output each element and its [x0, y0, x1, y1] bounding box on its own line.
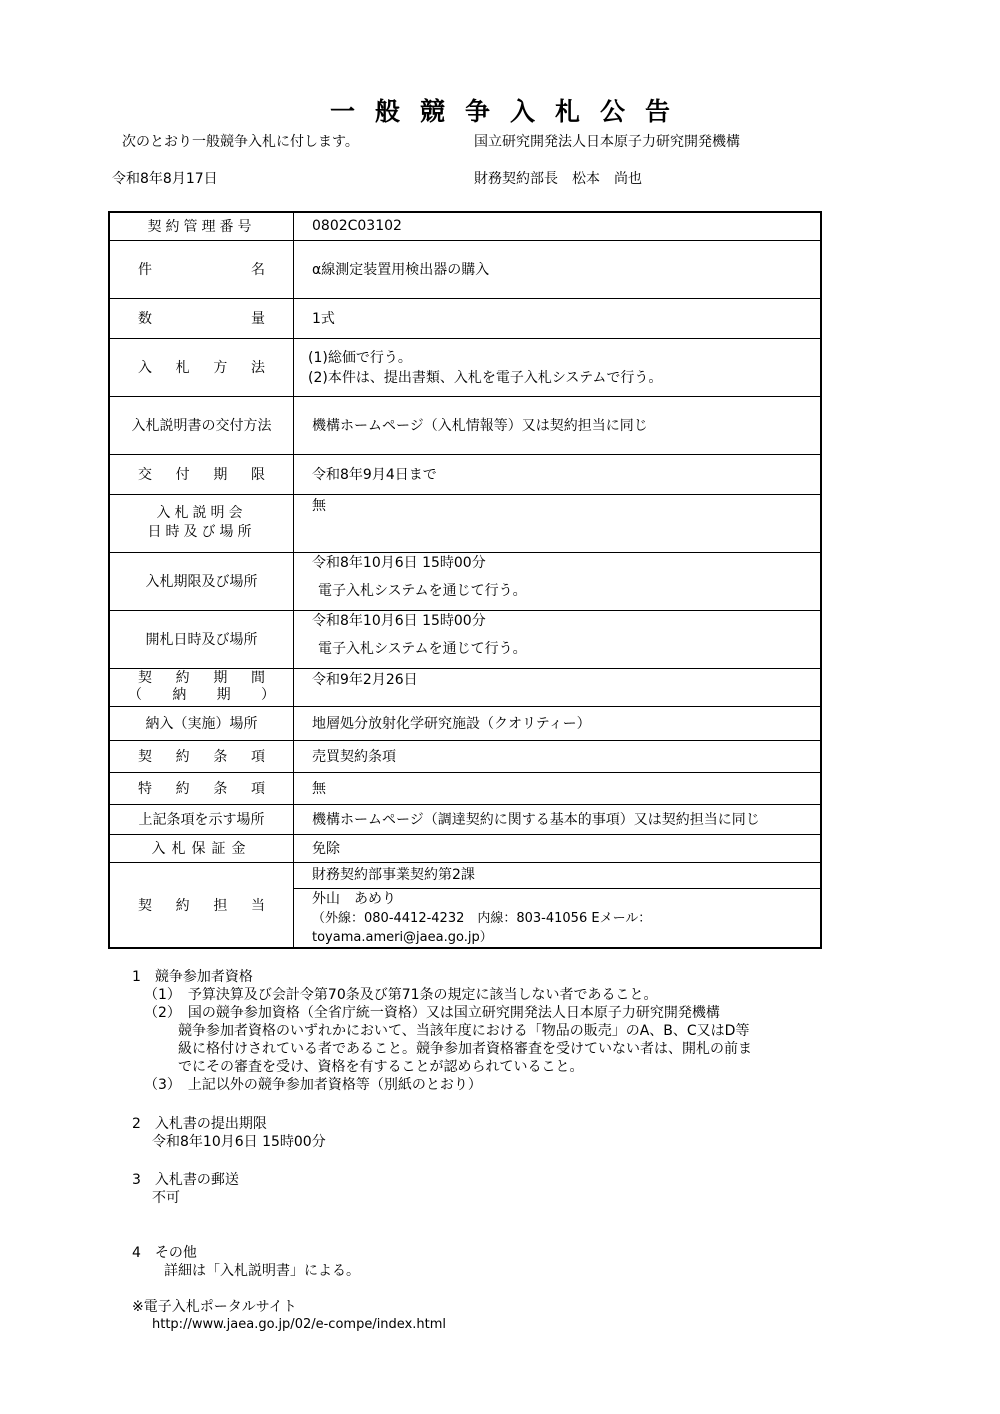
row-contact — [109, 862, 821, 948]
note-2-heading: 2 入札書の提出期限 — [132, 1116, 267, 1132]
row-deadline — [109, 552, 821, 610]
row-terms — [109, 740, 821, 772]
note-4-heading: 4 その他 — [132, 1245, 197, 1261]
page-title: 一般競争入札公告 — [329, 97, 690, 126]
row-period — [109, 454, 821, 494]
value-delivery: 機構ホームページ（入札情報等）又は契約担当に同じ — [294, 396, 822, 454]
contact-dept: 財務契約部事業契約第2課 — [294, 863, 820, 889]
contact-mail: toyama.ameri@jaea.go.jp） — [312, 929, 493, 945]
note-4-body: 詳細は「入札説明書」による。 — [164, 1263, 360, 1279]
portal-url[interactable]: http://www.jaea.go.jp/02/e-compe/index.html — [152, 1317, 447, 1332]
note-3-heading: 3 入札書の郵送 — [132, 1172, 239, 1188]
note-1-2-c: 級に格付けされている者であること。競争参加者資格審査を受けていない者は、開札の前ま — [178, 1041, 752, 1057]
value-shown: 機構ホームページ（調達契約に関する基本的事項）又は契約担当に同じ — [294, 804, 822, 834]
label-terms: 契 約 条 項 — [109, 740, 294, 772]
row-term — [109, 668, 821, 706]
value-contact — [294, 862, 822, 948]
signer: 財務契約部長 松本 尚也 — [474, 171, 642, 187]
label-contract-no: 契約管理番号 — [109, 212, 294, 240]
value-period: 令和8年9月4日まで — [294, 454, 822, 494]
row-opening — [109, 610, 821, 668]
label-briefing: 入札説明会 日時及び場所 — [109, 494, 294, 552]
value-qty: 1式 — [294, 298, 822, 338]
notes-section — [132, 968, 752, 1094]
intro-text: 次のとおり一般競争入札に付します。 — [122, 134, 359, 150]
label-item: 件 名 — [109, 240, 294, 298]
row-delivery — [109, 396, 821, 454]
label-term: 契 約 期 間 （ 納 期 ） — [109, 668, 294, 706]
method-line-1: (1)総価で行う。 — [308, 350, 412, 366]
note-1-3: （3） 上記以外の競争参加者資格等（別紙のとおり） — [144, 1077, 482, 1093]
notice-date: 令和8年8月17日 — [112, 171, 218, 187]
row-qty — [109, 298, 821, 338]
label-qty: 数 量 — [109, 298, 294, 338]
note-4 — [132, 1244, 360, 1280]
label-special: 特 約 条 項 — [109, 772, 294, 804]
value-special: 無 — [294, 772, 822, 804]
row-shown — [109, 804, 821, 834]
value-briefing: 無 — [294, 494, 822, 552]
note-1-2-d: でにその審査を受け、資格を有することが認められていること。 — [178, 1059, 584, 1075]
note-1-heading: 1 競争参加者資格 — [132, 969, 253, 985]
value-place: 地層処分放射化学研究施設（クオリティー） — [294, 706, 822, 740]
label-place: 納入（実施）場所 — [109, 706, 294, 740]
value-deadline: 令和8年10月6日 15時00分 電子入札システムを通じて行う。 — [294, 552, 822, 610]
note-2 — [132, 1115, 326, 1151]
value-method — [294, 338, 822, 396]
value-contract-no: 0802C03102 — [294, 212, 822, 240]
label-contact: 契 約 担 当 — [109, 862, 294, 948]
bid-info-table — [108, 211, 822, 949]
value-opening: 令和8年10月6日 15時00分 電子入札システムを通じて行う。 — [294, 610, 822, 668]
method-line-2: (2)本件は、提出書類、入札を電子入札システムで行う。 — [308, 370, 663, 386]
portal-heading: ※電子入札ポータルサイト — [132, 1299, 297, 1315]
contact-tel: （外線：080-4412-4232 内線：803-41056 Eメール： — [312, 910, 652, 926]
value-item: α線測定装置用検出器の購入 — [294, 240, 822, 298]
row-method — [109, 338, 821, 396]
note-1-2-b: 競争参加者資格のいずれかにおいて、当該年度における「物品の販売」のA、B、C又はD等 — [178, 1023, 750, 1039]
portal-section — [132, 1298, 446, 1334]
note-3 — [132, 1171, 239, 1207]
note-1-2: （2） 国の競争参加資格（全省庁統一資格）又は国立研究開発法人日本原子力研究開発機構 — [144, 1005, 720, 1021]
label-deposit: 入札保証金 — [109, 834, 294, 862]
value-deposit: 免除 — [294, 834, 822, 862]
row-item — [109, 240, 821, 298]
row-briefing — [109, 494, 821, 552]
label-method: 入 札 方 法 — [109, 338, 294, 396]
label-shown: 上記条項を示す場所 — [109, 804, 294, 834]
label-period: 交 付 期 限 — [109, 454, 294, 494]
note-1-1: （1） 予算決算及び会計令第70条及び第71条の規定に該当しない者であること。 — [144, 987, 658, 1003]
note-3-body: 不可 — [152, 1190, 180, 1206]
label-opening: 開札日時及び場所 — [109, 610, 294, 668]
label-deadline: 入札期限及び場所 — [109, 552, 294, 610]
note-2-body: 令和8年10月6日 15時00分 — [152, 1134, 326, 1150]
row-place — [109, 706, 821, 740]
label-delivery: 入札説明書の交付方法 — [109, 396, 294, 454]
value-terms: 売買契約条項 — [294, 740, 822, 772]
value-term: 令和9年2月26日 — [294, 668, 822, 706]
row-contract-no — [109, 212, 821, 240]
row-deposit — [109, 834, 821, 862]
organization: 国立研究開発法人日本原子力研究開発機構 — [474, 134, 740, 150]
row-special — [109, 772, 821, 804]
contact-name: 外山 あめり — [312, 890, 396, 907]
